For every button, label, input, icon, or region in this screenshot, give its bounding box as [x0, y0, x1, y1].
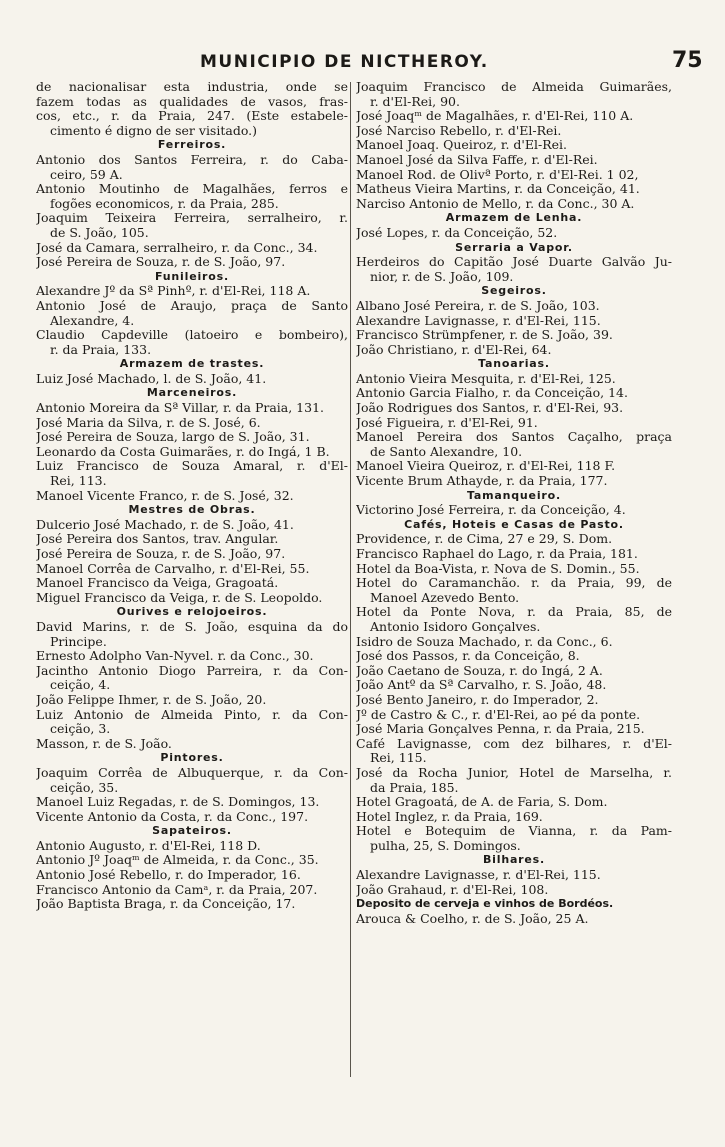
directory-line: Manoel Luiz Regadas, r. de S. Domingos, 13.: [36, 794, 320, 810]
directory-line: Hotel Gragoatá, de A. de Faria, S. Dom.: [356, 794, 608, 810]
directory-line: Manoel Vicente Franco, r. de S. José, 32.: [36, 487, 294, 503]
section-heading: Armazem de trastes.: [119, 357, 265, 371]
directory-line: Francisco Antonio da Camᵃ, r. da Praia, 207.: [36, 881, 318, 897]
directory-line: Alexandre Lavignasse, r. d'El-Rei, 115.: [356, 867, 601, 883]
directory-line: Principe.: [50, 633, 107, 649]
directory-line: ceição, 35.: [50, 779, 119, 795]
page-header: [0, 46, 725, 76]
directory-line: José dos Passos, r. da Conceição, 8.: [356, 648, 580, 664]
directory-line: cos, etc., r. da Praia, 247. (Este estabele-: [36, 108, 348, 124]
directory-line: Leonardo da Costa Guimarães, r. do Ingá, 1 B.: [36, 443, 330, 459]
directory-line: José Maria Gonçalves Penna, r. da Praia, 215.: [356, 721, 645, 737]
directory-line: Manoel Azevedo Bento.: [370, 589, 520, 605]
directory-line: João Felippe Ihmer, r. de S. João, 20.: [36, 691, 267, 707]
directory-line: Francisco Strümpfener, r. de S. João, 39.: [356, 327, 613, 343]
directory-line: José Figueira, r. d'El-Rei, 91.: [356, 414, 538, 430]
directory-line: Providence, r. de Cima, 27 e 29, S. Dom.: [356, 531, 613, 547]
directory-line: Hotel do Caramanchão. r. da Praia, 99, de: [356, 575, 672, 591]
directory-line: Antonio Isidoro Gonçalves.: [370, 618, 541, 634]
directory-line: da Praia, 185.: [370, 779, 459, 795]
directory-line: Hotel Inglez, r. da Praia, 169.: [356, 808, 543, 824]
directory-line: João Antº da Sª Carvalho, r. S. João, 48.: [356, 677, 607, 693]
directory-line: Arouca & Coelho, r. de S. João, 25 A.: [356, 910, 589, 926]
section-heading: Funileiros.: [155, 269, 229, 283]
directory-line: pulha, 25, S. Domingos.: [370, 837, 521, 853]
directory-line: Isidro de Souza Machado, r. da Conc., 6.: [356, 633, 613, 649]
section-heading: Deposito de cerveja e vinhos de Bordéos.: [356, 897, 614, 911]
directory-line: Ernesto Adolpho Van-Nyvel. r. da Conc., 30.: [36, 648, 314, 664]
directory-line: Manoel Vieira Queiroz, r. d'El-Rei, 118 F.: [356, 458, 616, 474]
directory-line: João Christiano, r. d'El-Rei, 64.: [356, 341, 552, 357]
directory-line: José Pereira de Souza, r. de S. João, 97.: [36, 546, 286, 561]
directory-line: David Marins, r. de S. João, esquina da do: [36, 618, 348, 634]
directory-line: de Santo Alexandre, 10.: [370, 443, 523, 459]
section-heading: Serraria a Vapor.: [455, 240, 573, 254]
directory-line: Narciso Antonio de Mello, r. da Conc., 30 A.: [356, 195, 635, 211]
directory-line: Miguel Francisco da Veiga, r. de S. Leopoldo.: [36, 589, 323, 605]
section-heading: Bilhares.: [483, 853, 545, 867]
directory-line: r. d'El-Rei, 90.: [370, 93, 460, 109]
section-heading: Mestres de Obras.: [128, 503, 256, 517]
directory-line: de nacionalisar esta industria, onde se: [36, 80, 348, 94]
page-title: MUNICIPIO DE NICTHEROY.: [200, 52, 489, 72]
directory-line: Antonio Moutinho de Magalhães, ferros e: [36, 181, 348, 197]
directory-line: Alexandre Jº da Sª Pinhº, r. d'El-Rei, 118 A.: [36, 283, 311, 299]
directory-line: Café Lavignasse, com dez bilhares, r. d'El-: [356, 735, 672, 751]
directory-line: Herdeiros do Capitão José Duarte Galvão Ju-: [356, 254, 672, 270]
directory-line: Albano José Pereira, r. de S. João, 103.: [356, 297, 600, 313]
directory-line: Vicente Brum Athayde, r. da Praia, 177.: [356, 473, 608, 489]
directory-line: Antonio Garcia Fialho, r. da Conceição, 14.: [356, 385, 628, 401]
directory-line: José da Camara, serralheiro, r. da Conc., 34.: [36, 239, 318, 255]
directory-line: Joaquim Teixeira Ferreira, serralheiro, r.: [36, 210, 348, 226]
directory-line: José Maria da Silva, r. de S. José, 6.: [36, 414, 261, 430]
directory-line: Masson, r. de S. João.: [36, 735, 172, 751]
directory-line: fogões economicos, r. da Praia, 285.: [50, 195, 279, 211]
directory-line: Antonio José de Araujo, praça de Santo: [36, 297, 348, 313]
directory-line: Manoel Pereira dos Santos Caçalho, praça: [356, 429, 672, 445]
directory-line: Matheus Vieira Martins, r. da Conceição, 41.: [356, 181, 640, 197]
section-heading: Cafés, Hoteis e Casas de Pasto.: [404, 517, 624, 531]
section-heading: Tanoarias.: [478, 357, 550, 371]
page-number: 75: [672, 48, 703, 73]
directory-line: Dulcerio José Machado, r. de S. João, 41.: [36, 516, 294, 532]
directory-line: ceição, 3.: [50, 721, 111, 737]
directory-line: Antonio Jº Joaqᵐ de Almeida, r. da Conc., 35.: [36, 852, 319, 868]
section-heading: Marceneiros.: [146, 386, 238, 400]
directory-line: Alexandre Lavignasse, r. d'El-Rei, 115.: [356, 312, 601, 328]
directory-line: Joaquim Corrêa de Albuquerque, r. da Con-: [36, 764, 348, 780]
directory-line: Manoel Rod. de Olivª Porto, r. d'El-Rei. 1 02,: [356, 166, 639, 182]
right-column: [356, 80, 672, 1085]
directory-line: Vicente Antonio da Costa, r. da Conc., 197.: [36, 808, 309, 824]
directory-line: fazem todas as qualidades de vasos, fras-: [36, 93, 348, 109]
section-heading: Ferreiros.: [157, 138, 227, 152]
directory-line: Manoel Joaq. Queiroz, r. d'El-Rei.: [356, 137, 567, 153]
directory-line: Joaquim Francisco de Almeida Guimarães,: [356, 80, 672, 94]
directory-line: José Bento Janeiro, r. do Imperador, 2.: [356, 691, 599, 707]
section-heading: Sapateiros.: [152, 824, 232, 838]
column-divider: [350, 82, 351, 1077]
directory-line: José da Rocha Junior, Hotel de Marselha, r.: [356, 764, 672, 780]
directory-line: Manoel José da Silva Faffe, r. d'El-Rei.: [356, 151, 598, 167]
directory-line: Francisco Raphael do Lago, r. da Praia, 181.: [356, 546, 638, 561]
section-heading: Segeiros.: [481, 284, 547, 298]
directory-line: João Caetano de Souza, r. do Ingá, 2 A.: [356, 662, 603, 678]
directory-line: r. da Praia, 133.: [50, 341, 152, 357]
directory-line: cimento é digno de ser visitado.): [50, 122, 257, 138]
directory-line: Rei, 113.: [50, 473, 107, 489]
directory-line: João Baptista Braga, r. da Conceição, 17.: [36, 896, 296, 912]
directory-line: Victorino José Ferreira, r. da Conceição, 4.: [356, 502, 626, 518]
section-heading: Pintores.: [160, 751, 224, 765]
directory-line: Antonio Augusto, r. d'El-Rei, 118 D.: [36, 837, 261, 853]
left-column: [36, 80, 348, 1085]
directory-line: Alexandre, 4.: [50, 312, 135, 328]
directory-line: Antonio Moreira da Sª Villar, r. da Praia, 131.: [36, 400, 325, 416]
directory-line: Manoel Corrêa de Carvalho, r. d'El-Rei, 55.: [36, 560, 310, 576]
directory-line: João Rodrigues dos Santos, r. d'El-Rei, 93.: [356, 400, 624, 416]
directory-line: Antonio dos Santos Ferreira, r. do Caba-: [36, 151, 348, 167]
section-heading: Ourives e relojoeiros.: [116, 605, 268, 619]
directory-line: Manoel Francisco da Veiga, Gragoatá.: [36, 575, 279, 591]
directory-line: Antonio Vieira Mesquita, r. d'El-Rei, 125.: [356, 370, 616, 386]
section-heading: Armazem de Lenha.: [445, 211, 583, 225]
directory-line: Jº de Castro & C., r. d'El-Rei, ao pé da ponte.: [356, 706, 641, 722]
directory-line: José Pereira de Souza, r. de S. João, 97.: [36, 254, 286, 270]
directory-line: José Joaqᵐ de Magalhães, r. d'El-Rei, 110 A.: [356, 108, 634, 124]
directory-line: Luiz Francisco de Souza Amaral, r. d'El-: [36, 458, 348, 474]
directory-line: Antonio José Rebello, r. do Imperador, 16.: [36, 867, 301, 883]
directory-line: Luiz José Machado, l. de S. João, 41.: [36, 370, 267, 386]
directory-line: ceiro, 59 A.: [50, 166, 123, 182]
directory-line: Jacintho Antonio Diogo Parreira, r. da Con-: [36, 662, 348, 678]
directory-line: Hotel e Botequim de Vianna, r. da Pam-: [356, 823, 672, 839]
directory-line: Luiz Antonio de Almeida Pinto, r. da Con-: [36, 706, 348, 722]
directory-line: de S. João, 105.: [50, 224, 149, 240]
section-heading: Tamanqueiro.: [467, 488, 561, 502]
directory-line: José Pereira de Souza, largo de S. João, 31.: [36, 429, 310, 445]
directory-line: Hotel da Boa-Vista, r. Nova de S. Domin., 55.: [356, 560, 640, 576]
directory-line: ceição, 4.: [50, 677, 111, 693]
directory-line: Claudio Capdeville (latoeiro e bombeiro),: [36, 327, 348, 343]
directory-line: José Pereira dos Santos, trav. Angular.: [36, 531, 279, 547]
directory-line: Rei, 115.: [370, 750, 427, 766]
directory-line: Hotel da Ponte Nova, r. da Praia, 85, de: [356, 604, 672, 620]
directory-line: nior, r. de S. João, 109.: [370, 268, 514, 284]
directory-line: José Lopes, r. da Conceição, 52.: [356, 224, 558, 240]
directory-line: João Grahaud, r. d'El-Rei, 108.: [356, 881, 549, 897]
directory-line: José Narciso Rebello, r. d'El-Rei.: [356, 122, 562, 138]
